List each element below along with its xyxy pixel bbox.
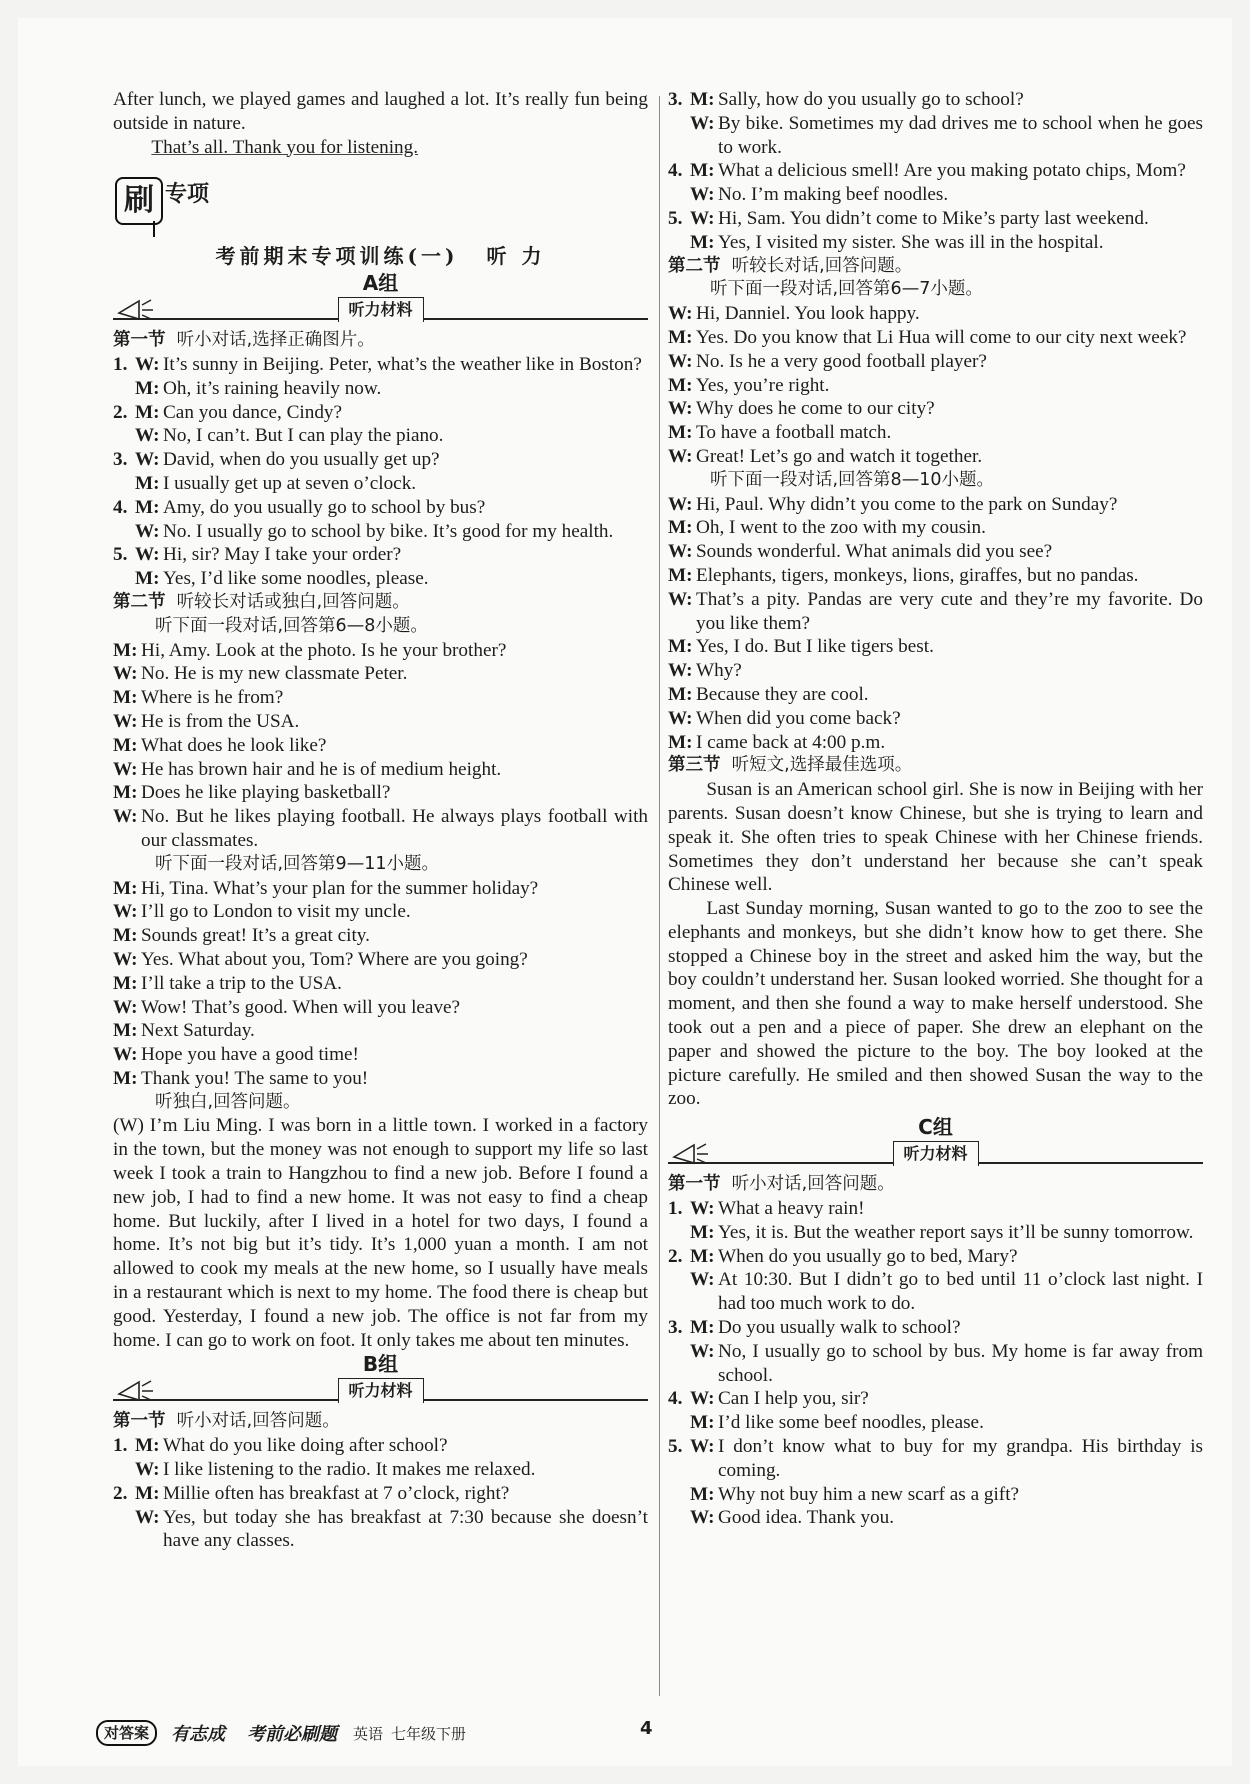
dialog-line [668,731,1203,755]
instruction: 听独白,回答问题。 [155,1091,301,1112]
dialog-line [668,374,1203,398]
speaker-label: M: [135,568,160,590]
dialog-line [113,1482,648,1506]
dialog-line [668,207,1203,231]
dialog-line [668,1483,1203,1507]
speaker-label: M: [113,639,138,661]
dialog-line [668,588,1203,636]
group-b-banner-label: 听力材料 [337,1378,423,1403]
footer-brand: 有志成 [171,1724,226,1745]
dialog-text: What does he look like? [141,734,327,756]
dialog-text: Why? [696,660,742,682]
dialog-text: It’s sunny in Beijing. Peter, what’s the weather like in Boston? [163,353,642,375]
dialog-line [668,659,1203,683]
dialog-text: Wow! That’s good. When will you leave? [141,996,461,1018]
unit-title [113,245,648,269]
speaker-label: W: [135,544,160,566]
dialog-text: That’s a pity. Pandas are very cute and they’re my favorite. Do you like them? [696,588,1203,634]
dialog-line [668,1268,1203,1316]
badge-tail [153,221,155,237]
section-heading: 第一节 听小对话,回答问题。 [113,1411,340,1432]
dialog-line [668,1435,1203,1483]
dialog [113,639,648,853]
speaker-label: W: [113,996,138,1018]
dialog-line [668,302,1203,326]
speaker-label: M: [668,422,693,444]
instruction: 听下面一段对话,回答第6—7小题。 [710,279,983,300]
speaker-label: M: [135,1482,160,1504]
dialog-text: What a delicious smell! Are you making potato chips, Mom? [718,160,1186,182]
dialog-line [113,448,648,472]
dialog-line [113,1434,648,1458]
dialog-line [668,1316,1203,1340]
dialog-line [668,564,1203,588]
dialog-line [113,734,648,758]
dialog-line [113,543,648,567]
dialog-line [668,1506,1203,1530]
dialog-text: Sounds great! It’s a great city. [141,925,370,947]
dialog-text: I like listening to the radio. It makes me relaxed. [163,1459,536,1481]
dialog-text: Yes, I do. But I like tigers best. [696,636,934,658]
speaker-label: M: [690,1412,715,1434]
dialog-line [113,520,648,544]
speaker-label: W: [690,1340,715,1362]
dialog-line [113,1506,648,1554]
dialog-line [113,353,648,377]
speaker-label: W: [668,445,693,467]
speaker-label: M: [135,1435,160,1457]
dialog-text: Sally, how do you usually go to school? [718,89,1024,110]
dialog-text: To have a football match. [696,422,892,444]
dialog-text: When did you come back? [696,707,901,729]
dialog-line [668,493,1203,517]
speaker-label: M: [668,564,693,586]
speaker-label: M: [668,731,693,753]
dialog-text: Hi, Paul. Why didn’t you come to the park on Sunday? [696,493,1118,515]
item-number: 1. [668,1198,683,1220]
closing-line: That’s all. Thank you for listening. [151,136,419,158]
speaker-label: W: [135,520,160,542]
unit-title-main: 考前期末专项训练(一) [215,244,459,269]
dialog-line [668,159,1203,183]
speaker-label: M: [668,326,693,348]
speaker-label: M: [668,517,693,539]
dialog-text: Do you usually walk to school? [718,1317,961,1339]
instruction: 听下面一段对话,回答第9—11小题。 [155,853,439,874]
item-number: 3. [113,449,128,471]
speaker-label: W: [135,1459,160,1481]
dialog-text: Good idea. Thank you. [718,1507,895,1529]
speaker-label: W: [668,588,693,610]
speaker-label: M: [668,636,693,658]
section-heading: 第二节 听较长对话,回答问题。 [668,255,913,276]
dialog-line [113,781,648,805]
speaker-label: M: [113,877,138,899]
speaker-label: W: [135,425,160,447]
dialog-line [668,183,1203,207]
dialog-line [113,996,648,1020]
dialog-text: Yes, it is. But the weather report says it’ll be sunny tomorrow. [718,1221,1194,1243]
dialog-line [668,1387,1203,1411]
speaker-label: W: [113,710,138,732]
speaker-label: W: [690,184,715,206]
dialog-text: David, when do you usually get up? [163,449,440,471]
dialog-line [668,326,1203,350]
speaker-label: W: [668,660,693,682]
dialog-line [668,88,1203,112]
speaker-label: M: [690,160,715,182]
dialog-line [668,516,1203,540]
dialog-text: Hi, Tina. What’s your plan for the summer holiday? [141,877,539,899]
speaker-label: W: [668,541,693,563]
page [18,18,1232,1766]
dialog-text: Can you dance, Cindy? [163,401,343,423]
unit-title-topic: 听 力 [486,244,546,269]
dialog-line [113,401,648,425]
group-c-title: C组 [918,1115,953,1140]
instruction: 听下面一段对话,回答第8—10小题。 [710,469,994,490]
speaker-label: W: [690,1269,715,1291]
dialog-text: Yes, I visited my sister. She was ill in the hospital. [718,231,1104,253]
speaker-label: W: [113,806,138,828]
dialog-line [113,924,648,948]
dialog-line [668,1197,1203,1221]
dialog-text: Thank you! The same to you! [141,1067,369,1089]
dialog-text: No, I can’t. But I can play the piano. [163,425,444,447]
dialog [668,493,1203,755]
instruction: 听下面一段对话,回答第6—8小题。 [155,615,428,636]
passage-paragraph: Susan is an American school girl. She is now in Beijing with her parents. Susan doesn’t know Chinese, but she is trying to learn and speak it. She often tries to speak Chinese with her Chinese friends. Sometimes they don’t understand her because she can’t speak Chinese well. [668,779,1203,896]
dialog-text: Sounds wonderful. What animals did you see? [696,541,1053,563]
item-number: 2. [113,1482,128,1504]
dialog-text: I don’t know what to buy for my grandpa. His birthday is coming. [718,1436,1203,1481]
footer-logo: 对答案 [96,1720,157,1746]
group-b-sec1-items [113,1434,648,1553]
dialog-line [113,710,648,734]
dialog-text: Because they are cool. [696,683,869,705]
dialog-text: Amy, do you usually go to school by bus? [163,496,486,518]
dialog-line [113,1019,648,1043]
speaker-label: M: [113,782,138,804]
speaker-label: W: [113,1044,138,1066]
speaker-label: M: [113,972,138,994]
speaker-label: W: [668,350,693,372]
speaker-label: M: [668,374,693,396]
speaker-label: W: [113,663,138,685]
dialog-text: He is from the USA. [141,710,300,732]
speaker-label: M: [113,1020,138,1042]
dialog [113,877,648,1091]
footer [96,1718,466,1748]
dialog-line [113,662,648,686]
badge-label: 专项 [165,182,210,208]
dialog-text: Where is he from? [141,687,284,709]
group-a-banner [113,297,648,325]
speaker-label: M: [135,401,160,423]
dialog-line [668,397,1203,421]
speaker-label: M: [135,496,160,518]
dialog-line [113,472,648,496]
section-badge [113,171,648,237]
speaker-label: M: [690,231,715,253]
dialog-line [668,1411,1203,1435]
dialog-line [668,350,1203,374]
column-divider [659,96,660,1696]
dialog-line [668,1221,1203,1245]
speaker-label: M: [113,687,138,709]
speaker-label: M: [135,472,160,494]
item-number: 3. [668,89,683,110]
dialog-text: I’d like some beef noodles, please. [718,1412,984,1434]
speaker-label: W: [690,1436,715,1458]
dialog-text: Yes, you’re right. [696,374,830,396]
speaker-label: M: [690,1245,715,1267]
dialog-line [668,112,1203,160]
speaker-label: W: [113,758,138,780]
item-number: 4. [668,160,683,182]
footer-subject: 英语 [353,1724,384,1743]
dialog [668,302,1203,469]
dialog-text: I came back at 4:00 p.m. [696,731,886,753]
section-heading: 第一节 听小对话,回答问题。 [668,1174,895,1195]
dialog-text: Yes. What about you, Tom? Where are you going? [141,948,528,970]
dialog-text: Next Saturday. [141,1020,255,1042]
dialog-line [668,1340,1203,1388]
speaker-label: M: [135,377,160,399]
dialog-text: Hi, sir? May I take your order? [163,544,402,566]
item-number: 5. [668,1436,683,1458]
dialog-text: Millie often has breakfast at 7 o’clock, right? [163,1482,510,1504]
dialog-line [113,496,648,520]
group-b-title: B组 [362,1352,399,1377]
speaker-label: M: [690,89,715,110]
dialog-text: He has brown hair and he is of medium height. [141,758,502,780]
item-number: 4. [668,1388,683,1410]
left-column [113,88,648,1553]
section-heading: 第一节 听小对话,选择正确图片。 [113,330,375,351]
group-b-sec1-items-cont [668,88,1203,255]
speaker-label: W: [690,1507,715,1529]
dialog-text: No. I usually go to school by bike. It’s good for my health. [163,520,614,542]
dialog-text: Why not buy him a new scarf as a gift? [718,1483,1020,1505]
speaker-label: W: [668,303,693,325]
speaker-label: W: [668,707,693,729]
item-number: 2. [113,401,128,423]
dialog-line [113,948,648,972]
dialog-text: What do you like doing after school? [163,1435,448,1457]
dialog-line [113,758,648,782]
dialog-text: I’ll go to London to visit my uncle. [141,901,411,923]
speaker-label: M: [690,1483,715,1505]
speaker-label: W: [113,948,138,970]
dialog-text: Can I help you, sir? [718,1388,869,1410]
item-number: 1. [113,353,128,375]
item-number: 5. [668,207,683,229]
dialog-text: When do you usually go to bed, Mary? [718,1245,1018,1267]
item-number: 1. [113,1435,128,1457]
item-number: 4. [113,496,128,518]
dialog-line [113,424,648,448]
footer-series: 考前必刷题 [247,1724,338,1745]
dialog-line [113,377,648,401]
dialog-line [113,805,648,853]
dialog-line [668,445,1203,469]
passage-paragraph: Last Sunday morning, Susan wanted to go to the zoo to see the elephants and monkeys, but she didn’t know how to get there. She stopped a Chinese boy in the street and asked him the way, but the boy couldn’t understand her. Susan looked worried. She thought for a moment, and then she found a way to make herself understood. She took out a pen and a piece of paper. She drew an elephant on the paper and showed the picture to the boy. The boy looked at the picture carefully. He smiled and then showed Susan the way to the zoo. [668,898,1203,1110]
speaker-label: W: [113,901,138,923]
speaker-label: W: [690,112,715,134]
group-a-title: A组 [362,271,399,296]
dialog-text: I usually get up at seven o’clock. [163,472,417,494]
dialog-line [113,972,648,996]
dialog-text: Hi, Danniel. You look happy. [696,303,920,325]
dialog-line [113,1067,648,1091]
section-heading: 第三节 听短文,选择最佳选项。 [668,755,913,776]
dialog-text: Hope you have a good time! [141,1044,359,1066]
speaker-label: M: [668,683,693,705]
speaker-label: M: [690,1221,715,1243]
group-b-banner [113,1378,648,1406]
dialog-text: No. He is my new classmate Peter. [141,663,408,685]
speaker-label: W: [690,1388,715,1410]
item-number: 3. [668,1317,683,1339]
monologue-paragraph: (W) I’m Liu Ming. I was born in a little town. I worked in a factory in the town, but the money was not enough to support my life so last week I took a train to Hangzhou to find a new job. Before I found a new job, I had to find a new home. It was not easy to find a cheap home. But luckily, after I lived in a hotel for two days, I found a home. It’s not big but it’s tidy. It’s 1,000 yuan a month. I am not allowed to cook my meals at the new home, so I usually have meals in a restaurant which is next to my home. The food there is cheap but good. Yesterday, I found a new job. The office is not far from my home. I can go to work on foot. It only takes me about ten minutes. [113,1115,648,1351]
speaker-label: W: [668,398,693,420]
carry-over-paragraph: After lunch, we played games and laughed a lot. It’s really fun being outside in nature. [113,89,648,134]
dialog-line [668,231,1203,255]
dialog-line [113,1043,648,1067]
dialog-text: I’ll take a trip to the USA. [141,972,342,994]
dialog-text: What a heavy rain! [718,1198,865,1220]
speaker-label: W: [668,493,693,515]
dialog-line [668,707,1203,731]
speaker-label: M: [113,1067,138,1089]
group-c-banner-label: 听力材料 [892,1141,978,1166]
item-number: 2. [668,1245,683,1267]
dialog-text: Oh, I went to the zoo with my cousin. [696,517,986,539]
dialog-text: Yes, but today she has breakfast at 7:30 because she doesn’t have any classes. [163,1506,648,1552]
group-a-banner-label: 听力材料 [337,297,423,322]
dialog-text: Elephants, tigers, monkeys, lions, giraffes, but no pandas. [696,564,1139,586]
dialog-line [668,635,1203,659]
page-number: 4 [640,1718,653,1739]
dialog-line [113,686,648,710]
dialog-text: By bike. Sometimes my dad drives me to school when he goes to work. [718,112,1203,158]
dialog-text: At 10:30. But I didn’t go to bed until 11 o’clock last night. I had too much work to do. [718,1269,1203,1315]
dialog-text: Hi, Amy. Look at the photo. Is he your brother? [141,639,507,661]
dialog-line [113,567,648,591]
speaker-label: W: [135,449,160,471]
footer-grade: 七年级下册 [391,1724,467,1743]
dialog-line [113,877,648,901]
dialog-text: No. Is he a very good football player? [696,350,987,372]
dialog-text: Oh, it’s raining heavily now. [163,377,382,399]
dialog-line [113,639,648,663]
speaker-label: W: [690,1198,715,1220]
dialog-line [113,900,648,924]
group-a-sec1-items [113,353,648,591]
dialog-text: Yes, I’d like some noodles, please. [163,568,429,590]
dialog-text: Great! Let’s go and watch it together. [696,445,983,467]
speaker-label: W: [690,207,715,229]
group-c-banner [668,1141,1203,1169]
badge-char: 刷 [115,177,163,225]
dialog-line [668,421,1203,445]
dialog-line [668,1245,1203,1269]
dialog-text: Why does he come to our city? [696,398,935,420]
dialog-text: No. I’m making beef noodles. [718,184,949,206]
speaker-label: W: [135,1506,160,1528]
dialog-text: No, I usually go to school by bus. My home is far away from school. [718,1340,1203,1386]
dialog-text: Hi, Sam. You didn’t come to Mike’s party last weekend. [718,207,1149,229]
speaker-label: M: [113,734,138,756]
dialog-line [668,683,1203,707]
dialog-text: Yes. Do you know that Li Hua will come to our city next week? [696,326,1187,348]
dialog-text: Does he like playing basketball? [141,782,391,804]
section-heading: 第二节 听较长对话或独白,回答问题。 [113,591,410,612]
group-c-sec1-items [668,1197,1203,1530]
speaker-label: M: [113,925,138,947]
dialog-line [113,1458,648,1482]
speaker-label: W: [135,353,160,375]
dialog-line [668,540,1203,564]
right-column [668,88,1203,1530]
dialog-text: No. But he likes playing football. He always plays football with our classmates. [141,806,648,851]
speaker-label: M: [690,1317,715,1339]
item-number: 5. [113,544,128,566]
